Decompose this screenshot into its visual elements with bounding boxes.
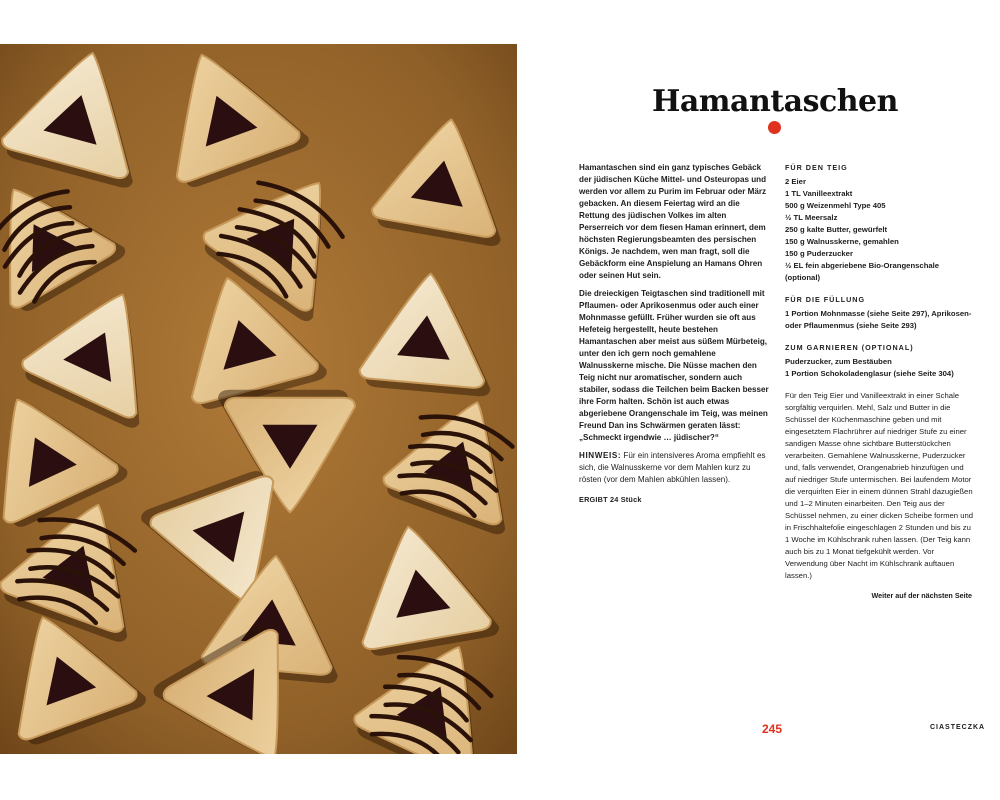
continued-note: Weiter auf der nächsten Seite <box>871 591 972 600</box>
hint-text: Für ein intensiveres Aroma empfiehlt es sich, die Walnusskerne vor dem Mahlen kurz zu rösten (vor dem Mahlen abkühlen lassen). <box>579 451 766 484</box>
dough-heading: FÜR DEN TEIG <box>785 163 848 172</box>
ingredient-item: 1 Portion Schokoladenglasur (siehe Seite 304) <box>785 369 954 378</box>
recipe-title: Hamantaschen <box>652 84 898 119</box>
dough-ingredient-list <box>785 176 975 284</box>
ingredient-item: 150 g Walnusskerne, gemahlen <box>785 237 899 246</box>
ingredient-item: Puderzucker, zum Bestäuben <box>785 357 892 366</box>
intro-paragraph-2: Die dreieckigen Teigtaschen sind traditionell mit Pflaumen- oder Aprikosenmus oder auch einer Mohnmasse gefüllt. Früher wurden sie oft aus Hefeteig hergestellt, heute bestehen Hamantaschen aber meist aus süßem Mürbeteig, unter den ich gern noch gemahlene Walnusskerne mische. Die Nüsse machen den Teig nicht nur aromatischer, sondern auch stabiler, sodass die Teilchen beim Backen besser ihre Form halten. Schön ist auch etwas abgeriebene Orangenschale im Teig, was meinen Freund Dan ins Schwärmen geraten lässt: „Schmeckt irgendwie … jüdischer?“ <box>579 289 769 442</box>
filling-ingredient-list <box>785 308 975 332</box>
ingredient-item: 150 g Puderzucker <box>785 249 853 258</box>
ingredient-item: 1 TL Vanilleextrakt <box>785 189 853 198</box>
ingredients-column <box>785 162 975 582</box>
intro-column <box>579 162 769 506</box>
ingredient-item: ½ EL fein abgeriebene Bio-Orangenschale (optional) <box>785 261 940 282</box>
hint-note <box>579 450 769 486</box>
ingredient-item: 250 g kalte Butter, gewürfelt <box>785 225 888 234</box>
ingredient-item: 1 Portion Mohnmasse (siehe Seite 297), Aprikosen- oder Pflaumenmus (siehe Seite 293) <box>785 309 972 330</box>
method-text: Für den Teig Eier und Vanilleextrakt in einer Schale sorgfältig verquirlen. Mehl, Salz und Butter in die Schüssel der Küchenmaschine geben und mit eingesetztem Flachrührer auf niedriger Stufe zu einer sandigen Masse ohne sichtbare Butterstückchen verarbeiten. Gemahlene Walnusskerne, Puderzucker und, falls verwendet, Orangenabrieb hinzufügen und auf niedriger Stufe untermischen. Bei laufendem Motor die verquirlten Eier in einem dünnen Strahl dazugießen und 1–2 Minuten einarbeiten. Den Teig aus der Schüssel nehmen, zu einer dicken Scheibe formen und in Frischhaltefolie eingeschlagen 2 Stunden und bis zu 1 Woche im Kühlschrank ruhen lassen. (Der Teig kann auch bis zu 1 Monat tiefgekühlt werden. Vor Verwendung über Nacht im Kühlschrank auftauen lassen.) <box>785 391 974 580</box>
garnish-ingredient-list <box>785 356 975 380</box>
pastry-tray-illustration <box>0 44 517 754</box>
filling-heading: FÜR DIE FÜLLUNG <box>785 295 866 304</box>
page-number: 245 <box>762 722 783 736</box>
intro-paragraph-1: Hamantaschen sind ein ganz typisches Gebäck der jüdischen Küche Mittel- und Osteuropas und werden vor allem zu Purim im Februar oder März gebacken. An diesem Feiertag wird an die Rettung des jüdischen Volkes im alten Perserreich vor dem fiesen Haman erinnert, dem höchsten Regierungsbeamten des persischen Königs. Je nachdem, wen man fragt, soll die Gebäckform eine Anspielung an Hamans Ohren oder seinen Hut sein. <box>579 163 767 280</box>
section-name: CIASTECZKA <box>930 724 986 731</box>
ingredient-item: 500 g Weizenmehl Type 405 <box>785 201 886 210</box>
hamantaschen-photo <box>0 44 517 754</box>
recipe-yield: ERGIBT 24 Stück <box>579 495 642 504</box>
hint-label: HINWEIS: <box>579 451 622 460</box>
ingredient-item: 2 Eier <box>785 177 806 186</box>
garnish-heading: ZUM GARNIEREN (OPTIONAL) <box>785 343 914 352</box>
title-accent-dot <box>768 121 781 134</box>
ingredient-item: ½ TL Meersalz <box>785 213 838 222</box>
